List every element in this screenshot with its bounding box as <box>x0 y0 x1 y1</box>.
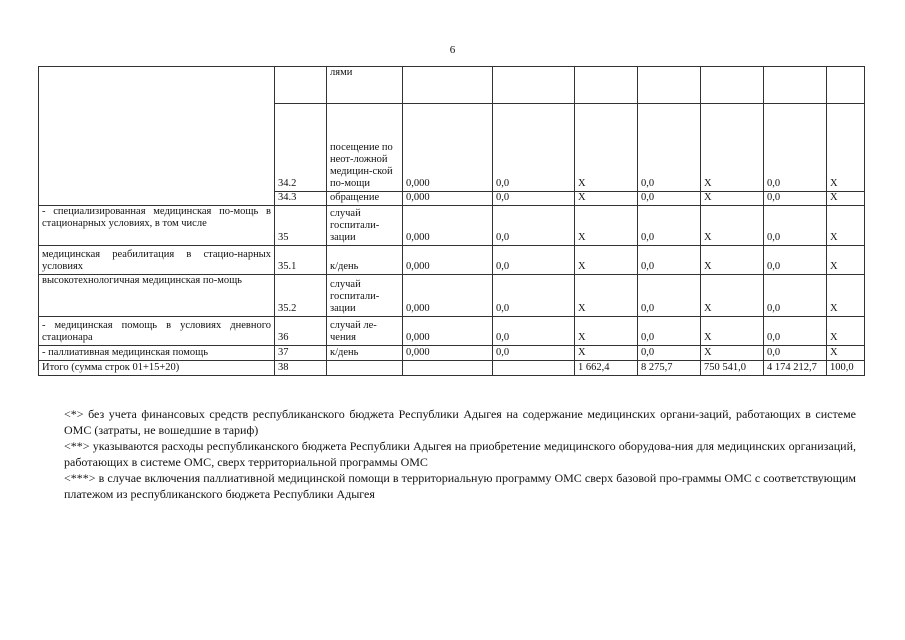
cell <box>827 67 865 104</box>
cell: X <box>701 104 764 192</box>
cell: X <box>701 275 764 317</box>
cell: X <box>575 317 638 346</box>
cell: 0,0 <box>638 346 701 361</box>
cell: 0,0 <box>493 104 575 192</box>
unit-of-measure: лями <box>327 67 403 104</box>
cell: X <box>827 246 865 275</box>
row-name: медицинская реабилитация в стацио-нарных условиях <box>39 246 275 275</box>
cell <box>638 67 701 104</box>
cell: X <box>575 246 638 275</box>
cell: 4 174 212,7 <box>764 361 827 376</box>
cell: X <box>575 192 638 206</box>
unit-of-measure <box>327 361 403 376</box>
cell: 0,0 <box>493 275 575 317</box>
cell: 0,0 <box>493 246 575 275</box>
cell: 0,0 <box>638 246 701 275</box>
row-name: Итого (сумма строк 01+15+20) <box>39 361 275 376</box>
cell: 100,0 <box>827 361 865 376</box>
cell <box>403 361 493 376</box>
table-row <box>39 67 865 104</box>
cell: X <box>701 317 764 346</box>
cell <box>493 67 575 104</box>
cell <box>493 361 575 376</box>
footnote: <***> в случае включения паллиативной медицинской помощи в территориальную программу ОМС сверх базовой про-граммы ОМС с соответствующим платежом из республиканского бюджета Республики Адыгея <box>64 471 856 501</box>
row-number: 35 <box>275 206 327 246</box>
cell: 0,0 <box>764 206 827 246</box>
cell: 0,0 <box>638 317 701 346</box>
table-row <box>39 346 865 361</box>
row-number: 36 <box>275 317 327 346</box>
cell <box>701 67 764 104</box>
cell: 0,0 <box>493 317 575 346</box>
table-row-total <box>39 361 865 376</box>
cell: 0,000 <box>403 346 493 361</box>
cell: 0,0 <box>764 104 827 192</box>
footnote: <*> без учета финансовых средств республиканского бюджета Республики Адыгея на содержание медицинских органи-заций, работающих в системе ОМС (затраты, не вошедшие в тариф) <box>64 407 856 437</box>
row-number <box>275 67 327 104</box>
cell: 750 541,0 <box>701 361 764 376</box>
cell: 0,000 <box>403 192 493 206</box>
cell: 0,0 <box>764 246 827 275</box>
financing-table <box>38 66 865 376</box>
cell: 0,0 <box>764 346 827 361</box>
cell <box>764 67 827 104</box>
cell: 0,0 <box>764 192 827 206</box>
cell: 0,000 <box>403 246 493 275</box>
row-number: 35.2 <box>275 275 327 317</box>
cell: X <box>575 275 638 317</box>
cell <box>575 67 638 104</box>
cell: X <box>701 192 764 206</box>
unit-of-measure: случай ле-чения <box>327 317 403 346</box>
cell: X <box>701 346 764 361</box>
unit-of-measure: посещение по неот-ложной медицин-ской по-мощи <box>327 104 403 192</box>
cell: 0,0 <box>493 206 575 246</box>
cell: 0,0 <box>493 346 575 361</box>
cell: X <box>827 192 865 206</box>
row-name: - паллиативная медицинская помощь <box>39 346 275 361</box>
cell: 0,0 <box>493 192 575 206</box>
cell: X <box>827 275 865 317</box>
row-name: - специализированная медицинская по-мощь в стационарных условиях, в том числе <box>39 206 275 246</box>
footnotes <box>64 406 856 502</box>
page-number: 6 <box>449 44 456 56</box>
table-row <box>39 206 865 246</box>
cell: X <box>701 206 764 246</box>
cell: 0,0 <box>638 275 701 317</box>
table-row <box>39 317 865 346</box>
cell: X <box>827 206 865 246</box>
unit-of-measure: случай госпитали-зации <box>327 275 403 317</box>
cell: X <box>827 346 865 361</box>
row-number: 34.2 <box>275 104 327 192</box>
cell: 0,0 <box>764 275 827 317</box>
table-row <box>39 246 865 275</box>
unit-of-measure: к/день <box>327 346 403 361</box>
cell: 1 662,4 <box>575 361 638 376</box>
cell: X <box>575 206 638 246</box>
footnote: <**> указываются расходы республиканского бюджета Республики Адыгея на приобретение медицинского оборудова-ния для медицинских организаций, работающих в системе ОМС, сверх территориальной программы ОМС <box>64 439 856 469</box>
cell: 0,0 <box>764 317 827 346</box>
cell: X <box>827 317 865 346</box>
cell: 8 275,7 <box>638 361 701 376</box>
row-number: 34.3 <box>275 192 327 206</box>
unit-of-measure: обращение <box>327 192 403 206</box>
cell: 0,000 <box>403 104 493 192</box>
cell <box>403 67 493 104</box>
row-number: 35.1 <box>275 246 327 275</box>
row-name <box>39 67 275 206</box>
cell: X <box>701 246 764 275</box>
unit-of-measure: к/день <box>327 246 403 275</box>
unit-of-measure: случай госпитали-зации <box>327 206 403 246</box>
row-name: - медицинская помощь в условиях дневного стационара <box>39 317 275 346</box>
row-number: 38 <box>275 361 327 376</box>
cell: 0,0 <box>638 206 701 246</box>
cell: 0,000 <box>403 206 493 246</box>
cell: 0,0 <box>638 104 701 192</box>
cell: X <box>827 104 865 192</box>
cell: X <box>575 104 638 192</box>
cell: 0,0 <box>638 192 701 206</box>
row-name: высокотехнологичная медицинская по-мощь <box>39 275 275 317</box>
cell: 0,000 <box>403 275 493 317</box>
cell: X <box>575 346 638 361</box>
cell: 0,000 <box>403 317 493 346</box>
row-number: 37 <box>275 346 327 361</box>
table-row <box>39 275 865 317</box>
